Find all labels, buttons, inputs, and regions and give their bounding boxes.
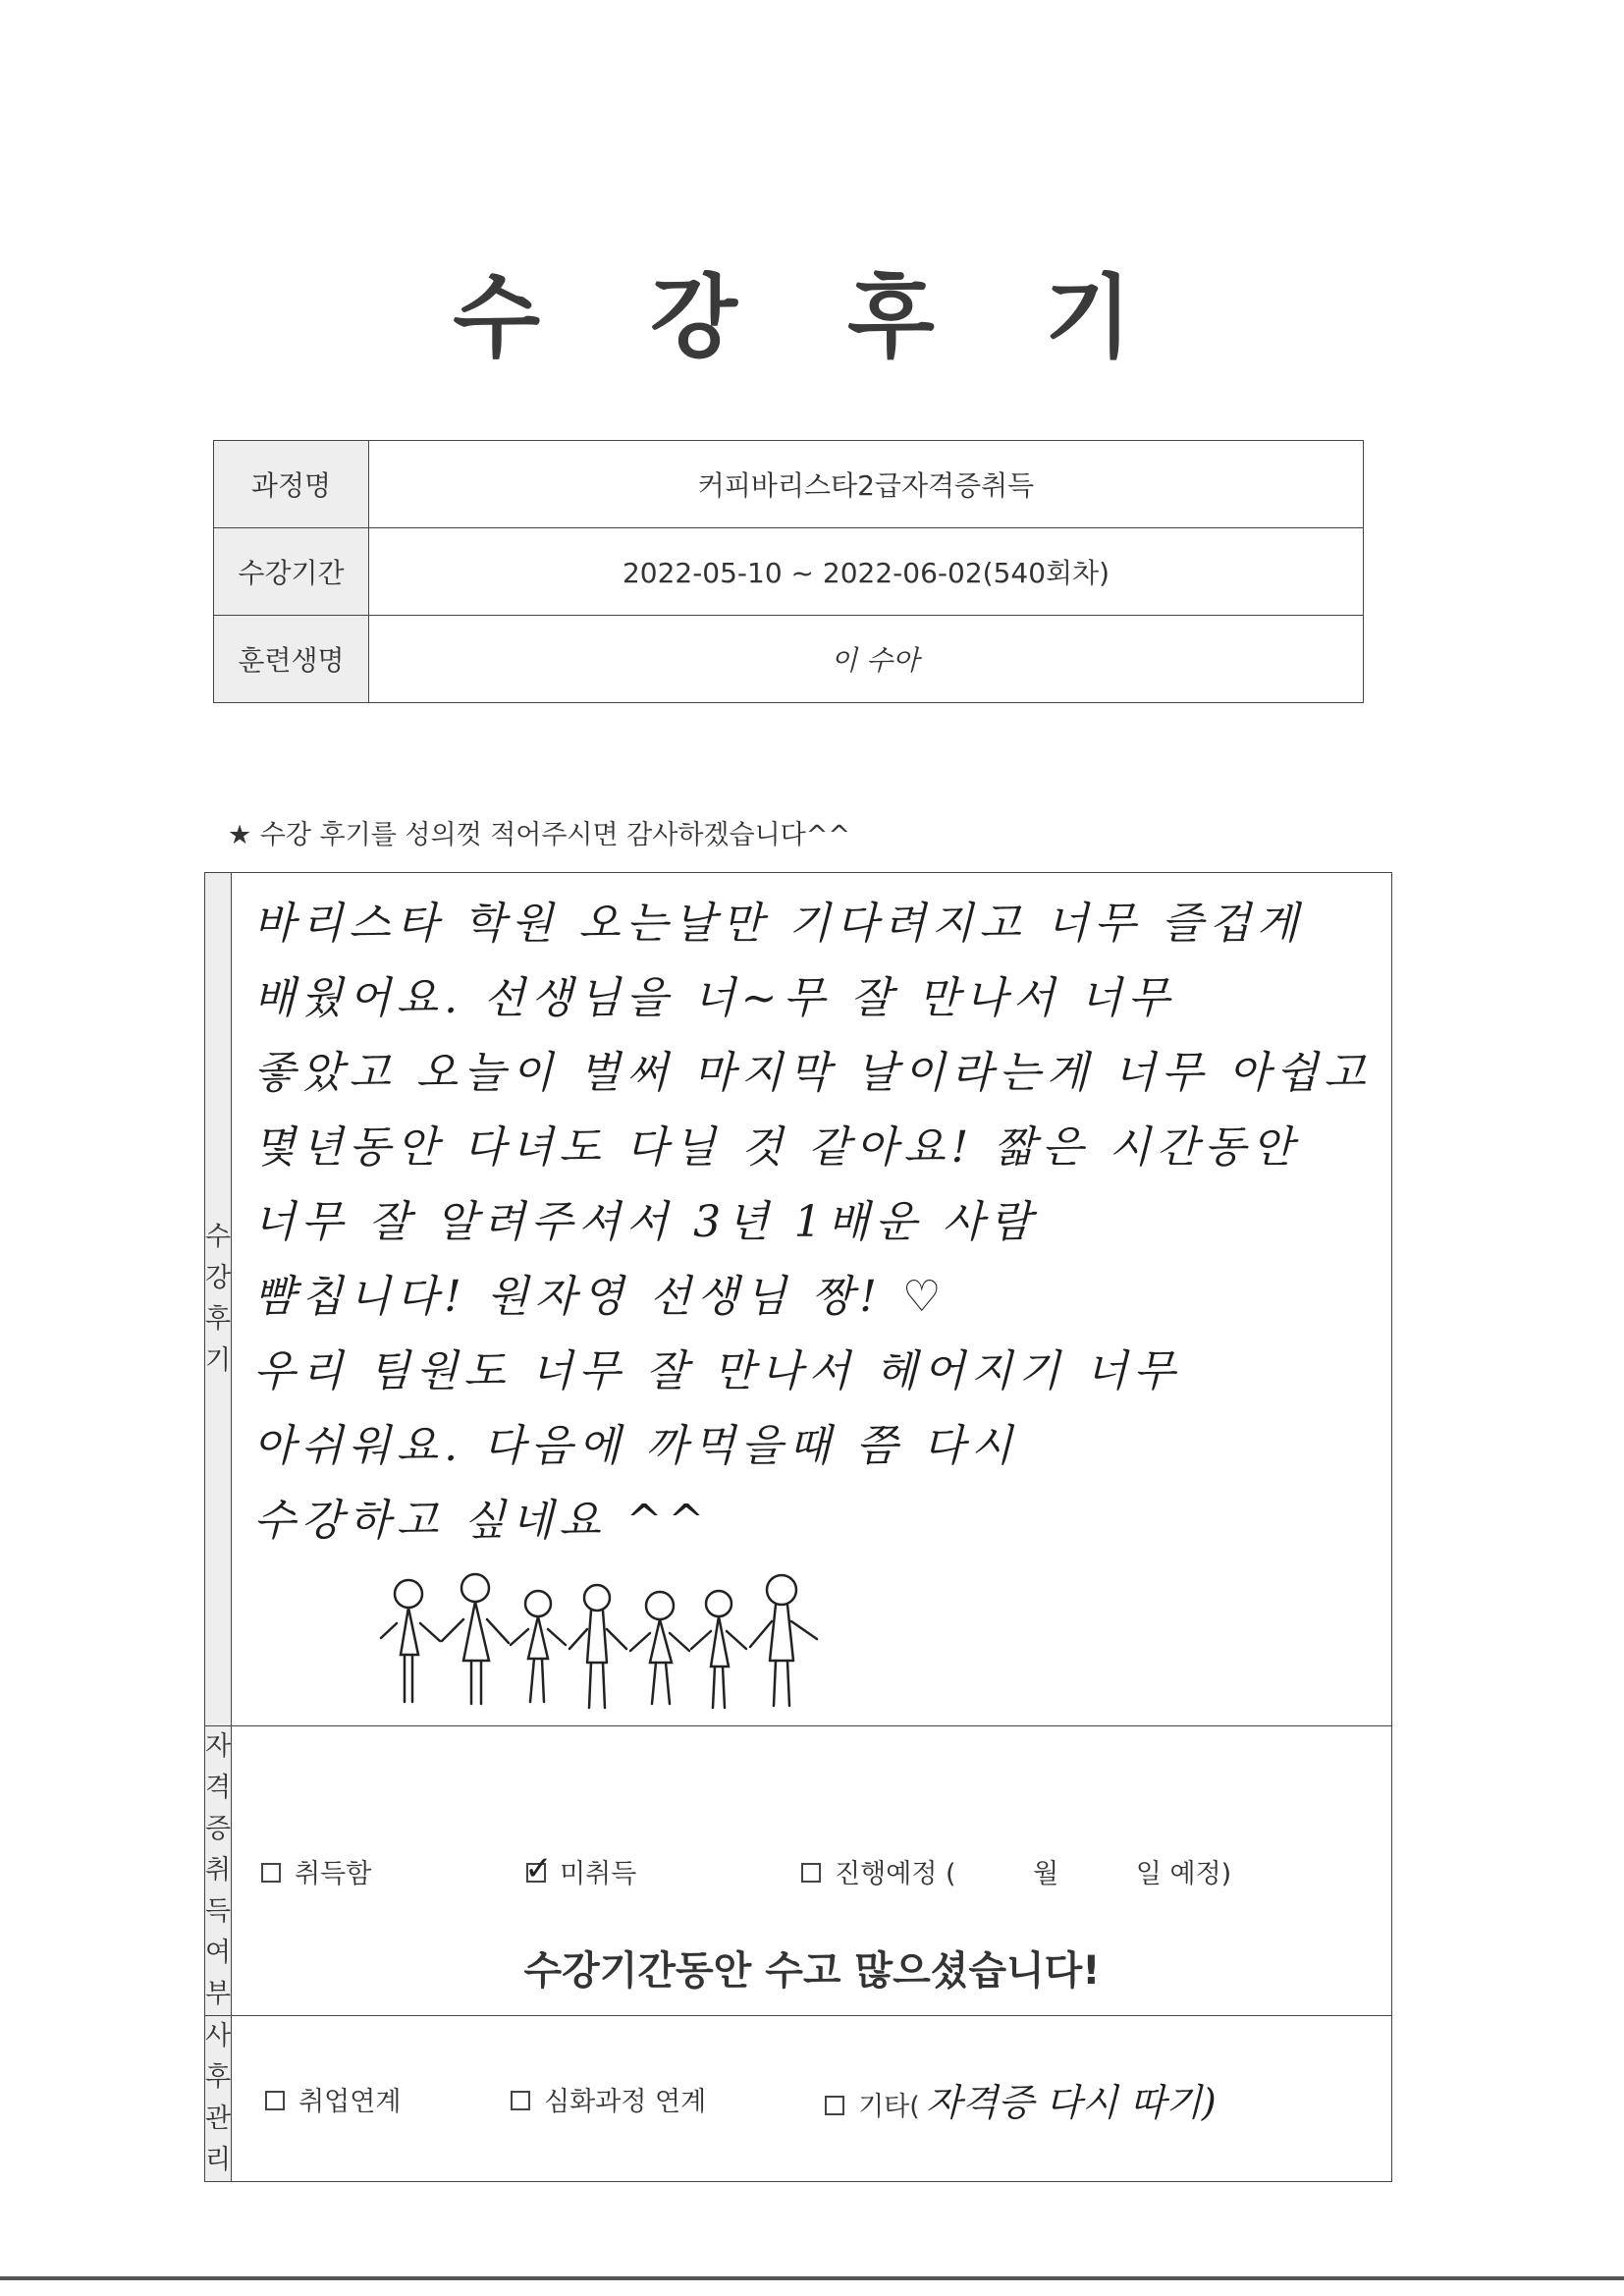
option-obtained-label: 취득함: [295, 1858, 372, 1889]
option-month-label: 월: [1033, 1858, 1059, 1889]
trainee-row: [214, 616, 1364, 703]
checkbox-job-link[interactable]: [265, 2091, 285, 2110]
certificate-label-line2: 취득여부: [205, 1855, 232, 2009]
review-body: [232, 873, 1392, 1726]
figure-7: [750, 1575, 817, 1706]
checkbox-advanced-course[interactable]: [511, 2091, 530, 2110]
period-row: [214, 528, 1364, 616]
checkbox-not-obtained[interactable]: [524, 1849, 553, 1888]
figure-2: [442, 1574, 509, 1704]
stick-figures-drawing: [379, 1564, 850, 1722]
review-line: 뺨칩니다! 원자영 선생님 짱! ♡: [253, 1272, 947, 1322]
certificate-label-line1: 자격증: [205, 1731, 232, 1844]
review-line: 우리 팀원도 너무 잘 만나서 헤어지기 너무: [253, 1346, 1181, 1396]
option-advanced-course[interactable]: [511, 2080, 825, 2118]
aftercare-options: [232, 2016, 1392, 2182]
review-line: 몇년동안 다녀도 다닐 것 같아요! 짧은 시간동안: [253, 1122, 1300, 1173]
trainee-name-handwritten: 이 수아: [369, 616, 1364, 703]
checkbox-obtained[interactable]: [261, 1863, 281, 1883]
option-planned-label: 진행예정 (: [835, 1858, 956, 1889]
option-planned[interactable]: [801, 1852, 1231, 1890]
figure-3: [511, 1591, 566, 1702]
option-not-obtained-label: 미취득: [560, 1858, 637, 1889]
option-job-link-label: 취업연계: [298, 2086, 402, 2117]
review-text: [232, 873, 1391, 1558]
review-row: [205, 873, 1392, 1726]
option-other-label: 기타(: [858, 2091, 920, 2122]
option-day-label: 일 예정): [1135, 1858, 1232, 1889]
course-label: 과정명: [214, 441, 369, 528]
figure-6: [691, 1591, 746, 1708]
course-row: [214, 441, 1364, 528]
checkbox-other[interactable]: [825, 2096, 844, 2115]
aftercare-label: 사후관리: [205, 2016, 232, 2182]
scan-edge-line: [0, 2276, 1624, 2280]
course-value: 커피바리스타2급자격증취득: [369, 441, 1364, 528]
review-line: 좋았고 오늘이 벌써 마지막 날이라는게 너무 아쉽고: [253, 1048, 1372, 1098]
figure-4: [569, 1585, 626, 1708]
aftercare-row: [205, 2016, 1392, 2182]
option-not-obtained[interactable]: [524, 1849, 801, 1890]
check-mark-icon: ✓: [524, 1849, 553, 1888]
option-advanced-course-label: 심화과정 연계: [544, 2086, 707, 2117]
review-line: 바리스타 학원 오는날만 기다려지고 너무 즐겁게: [253, 899, 1305, 949]
review-label: 수강후기: [205, 873, 232, 1726]
review-line: 수강하고 싶네요 ^^: [253, 1496, 711, 1546]
period-label: 수강기간: [214, 528, 369, 616]
figure-1: [381, 1580, 440, 1702]
trainee-label: 훈련생명: [214, 616, 369, 703]
period-value: 2022-05-10 ~ 2022-06-02(540회차): [369, 528, 1364, 616]
review-line: 배웠어요. 선생님을 너~무 잘 만나서 너무: [253, 973, 1175, 1023]
page-title: 수 강 후 기: [453, 265, 1171, 370]
review-line: 아쉬워요. 다음에 까먹을때 쯤 다시: [253, 1421, 1019, 1471]
figure-5: [630, 1592, 689, 1704]
course-info-table: [213, 440, 1364, 703]
option-obtained[interactable]: [261, 1852, 526, 1890]
checkbox-planned[interactable]: [801, 1863, 821, 1883]
option-job-link[interactable]: [265, 2080, 511, 2118]
review-line: 너무 잘 알려주셔서 3년 1배운 사람: [253, 1197, 1038, 1247]
option-other-handwritten: 자격증 다시 따기): [925, 2080, 1217, 2124]
notice-text: ★ 수강 후기를 성의껏 적어주시면 감사하겠습니다^^: [228, 820, 851, 850]
option-other[interactable]: [825, 2072, 1217, 2126]
closing-message: 수강기간동안 수고 많으셨습니다!: [523, 1948, 1101, 1994]
